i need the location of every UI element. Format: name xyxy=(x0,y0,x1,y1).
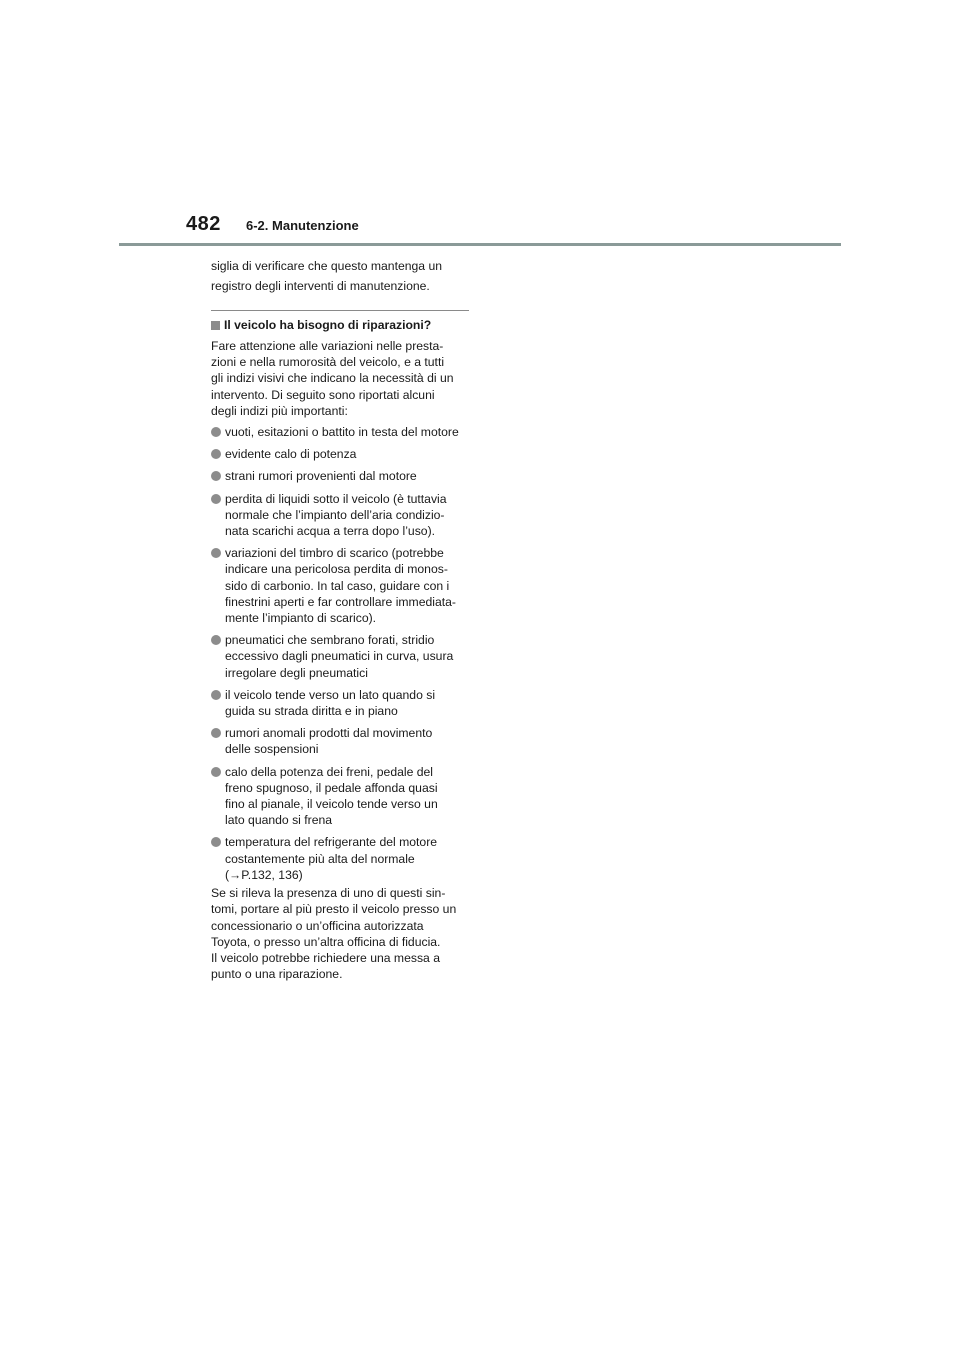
list-item-line: eccessivo dagli pneumatici in curva, usura xyxy=(225,649,454,664)
paragraph-line: zioni e nella rumorosità del veicolo, e a tutti xyxy=(211,355,445,370)
header-rule xyxy=(119,243,841,246)
list-item xyxy=(211,446,473,462)
list-item-line: finestrini aperti e far controllare immediata- xyxy=(225,594,456,609)
list-item-line: temperatura del refrigerante del motore xyxy=(225,835,438,850)
list-item-line: strani rumori provenienti dal motore xyxy=(225,469,417,484)
circle-bullet-icon xyxy=(211,728,221,738)
section-divider xyxy=(211,310,469,311)
list-item-line: guida su strada diritta e in piano xyxy=(225,704,398,719)
circle-bullet-icon xyxy=(211,690,221,700)
list-item xyxy=(211,687,473,719)
list-item xyxy=(211,834,473,883)
closing-line: tomi, portare al più presto il veicolo presso un xyxy=(211,902,457,917)
list-item-line: calo della potenza dei freni, pedale del xyxy=(225,764,434,779)
section-heading xyxy=(211,317,473,333)
intro-line: siglia di verificare che questo mantenga un xyxy=(211,259,443,273)
paragraph-line: Fare attenzione alle variazioni nelle presta- xyxy=(211,339,444,353)
circle-bullet-icon xyxy=(211,471,221,481)
circle-bullet-icon xyxy=(211,427,221,437)
list-item-line: delle sospensioni xyxy=(225,742,319,757)
list-item xyxy=(211,764,473,829)
circle-bullet-icon xyxy=(211,767,221,777)
list-item-line: mente l’impianto di scarico). xyxy=(225,611,377,626)
list-item-line: normale che l’impianto dell’aria condizio- xyxy=(225,507,445,522)
list-item xyxy=(211,424,473,440)
circle-bullet-icon xyxy=(211,449,221,459)
list-item-line: (→P.132, 136) xyxy=(225,867,303,882)
list-item xyxy=(211,491,473,540)
circle-bullet-icon xyxy=(211,635,221,645)
list-item-line: lato quando si frena xyxy=(225,813,333,828)
list-item-line: freno spugnoso, il pedale affonda quasi xyxy=(225,780,438,795)
section-paragraph xyxy=(211,338,473,419)
section-heading-text: Il veicolo ha bisogno di riparazioni? xyxy=(224,318,432,332)
list-item-line: indicare una pericolosa perdita di monos- xyxy=(225,562,448,577)
list-item-line: pneumatici che sembrano forati, stridio xyxy=(225,633,435,648)
list-item-line: evidente calo di potenza xyxy=(225,447,357,462)
section-title: 6-2. Manutenzione xyxy=(246,218,359,233)
closing-line: Se si rileva la presenza di uno di questi sin- xyxy=(211,886,446,901)
list-item-line: rumori anomali prodotti dal movimento xyxy=(225,726,433,741)
paragraph-line: degli indizi più importanti: xyxy=(211,403,348,418)
closing-line: Toyota, o presso un’altra officina di fiducia. xyxy=(211,934,441,949)
list-item-line: il veicolo tende verso un lato quando si xyxy=(225,687,436,702)
list-item xyxy=(211,468,473,484)
circle-bullet-icon xyxy=(211,494,221,504)
list-item-line: sido di carbonio. In tal caso, guidare con i xyxy=(225,578,450,593)
closing-line: Il veicolo potrebbe richiedere una messa a xyxy=(211,950,440,965)
symptom-list xyxy=(211,424,473,883)
list-item-line: fino al pianale, il veicolo tende verso un xyxy=(225,797,438,812)
list-item-line: perdita di liquidi sotto il veicolo (è tuttavia xyxy=(225,491,447,506)
list-item-line: irregolare degli pneumatici xyxy=(225,665,368,680)
list-item-line: nata scarichi acqua a terra dopo l’uso). xyxy=(225,524,436,539)
closing-paragraph xyxy=(211,885,473,982)
text-column xyxy=(211,256,473,982)
closing-line: concessionario o un’officina autorizzata xyxy=(211,918,424,933)
list-item-line: variazioni del timbro di scarico (potrebbe xyxy=(225,546,444,561)
intro-text xyxy=(211,256,473,296)
closing-line: punto o una riparazione. xyxy=(211,967,343,982)
circle-bullet-icon xyxy=(211,548,221,558)
circle-bullet-icon xyxy=(211,837,221,847)
list-item xyxy=(211,545,473,626)
list-item xyxy=(211,632,473,681)
paragraph-line: gli indizi visivi che indicano la necessità di un xyxy=(211,371,454,386)
list-item-line: vuoti, esitazioni o battito in testa del motore xyxy=(225,425,459,440)
paragraph-line: intervento. Di seguito sono riportati alcuni xyxy=(211,387,435,402)
list-item xyxy=(211,725,473,757)
intro-line: registro degli interventi di manutenzione. xyxy=(211,279,430,293)
page-number: 482 xyxy=(186,213,221,235)
square-bullet-icon xyxy=(211,321,220,330)
list-item-line: costantemente più alta del normale xyxy=(225,851,415,866)
